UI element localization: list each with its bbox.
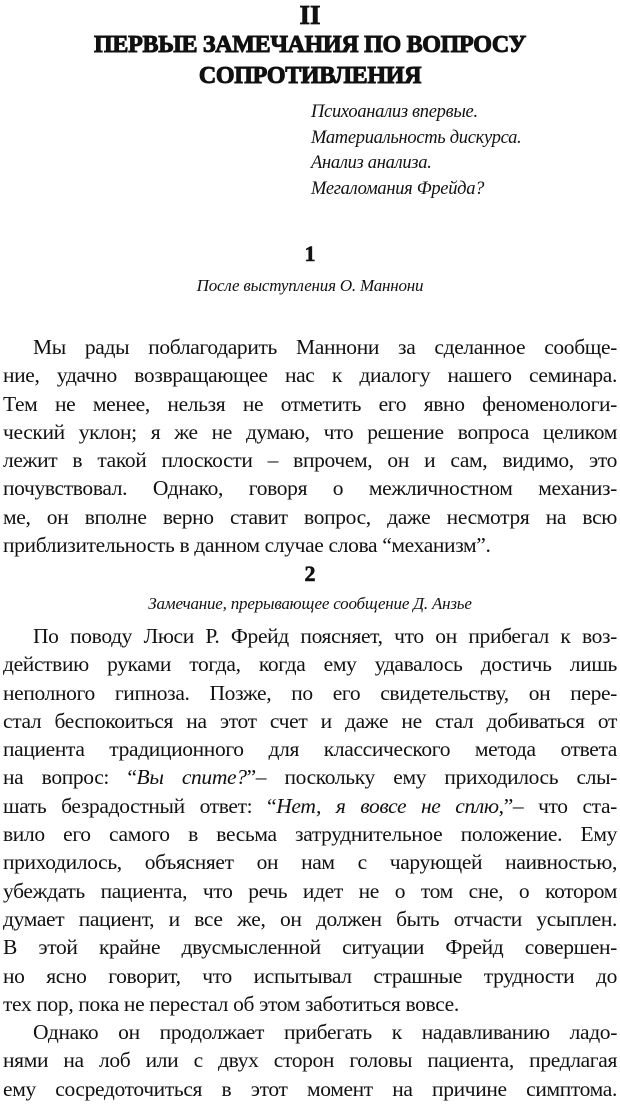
paragraph <box>3 333 617 559</box>
text-line: тех пор, пока не перестал об этом заботиться вовсе. <box>3 991 459 1016</box>
epigraph-line: Психоанализ впервые. <box>311 102 478 122</box>
quote-italic: Вы спите? <box>136 765 247 790</box>
text-line: приблизительность в данном случае слова “механизм”. <box>3 533 491 558</box>
section-number: 1 <box>304 241 316 266</box>
chapter-number: II <box>299 0 321 30</box>
text-line: В этой крайне двусмысленной ситуации Фрейд совершен- <box>3 935 617 960</box>
text-span: на вопрос: “ <box>3 765 137 790</box>
chapter-title-line: СОПРОТИВЛЕНИЯ <box>198 63 422 89</box>
section-subtitle: Замечание, прерывающее сообщение Д. Анзье <box>148 594 472 613</box>
epigraph-line: Материальность дискурса. <box>311 127 522 148</box>
text-line: думает пациент, и все же, он должен быть отчасти усыплен. <box>3 906 617 931</box>
quote-italic: Нет, я вовсе не сплю, <box>276 793 504 818</box>
text-line: Мы рады поблагодарить Маннони за сделанное сообще- <box>33 335 617 359</box>
text-line: Тем не менее, нельзя не отметить его явно феноменологи- <box>3 391 617 416</box>
text-line: ческий уклон; я же не думаю, что решение вопроса целиком <box>3 419 617 444</box>
text-line: убеждать пациента, что речь идет не о том сне, о котором <box>3 878 617 903</box>
text-line: приходилось, объясняет он нам с чарующей наивностью, <box>3 850 617 875</box>
section-number: 2 <box>304 561 316 586</box>
text-line: но ясно говорит, что испытывал страшные трудности до <box>3 963 617 988</box>
text-line: неполного гипноза. Позже, по его свидетельству, он пере- <box>3 680 617 705</box>
text-line: почувствовал. Однако, говоря о межличностном механиз- <box>3 476 617 501</box>
text-line: вило его самого в весьма затруднительное положение. Ему <box>3 822 617 847</box>
text-line: Однако он продолжает прибегать к надавливанию ладо- <box>33 1020 617 1045</box>
text-line: нями на лоб или с двух сторон головы пациента, предлагая <box>3 1048 617 1073</box>
text-line: лежит в такой плоскости – впрочем, он и сам, видимо, это <box>3 448 617 473</box>
text-line: ние, удачно возвращающее нас к диалогу нашего семинара. <box>3 363 617 388</box>
text-line: По поводу Люси Р. Фрейд поясняет, что он прибегал к воз- <box>33 624 617 648</box>
text-span: ”– что ста- <box>503 793 617 818</box>
text-line: стал беспокоиться на этот счет и даже не стал добиваться от <box>3 708 617 733</box>
text-line: пациента традиционного для классического метода ответа <box>3 737 617 762</box>
text-span: шать безрадостный ответ: “ <box>3 793 277 818</box>
section-subtitle: После выступления О. Маннони <box>196 276 424 295</box>
text-line: ме, он вполне верно ставит вопрос, даже несмотря на всю <box>3 504 617 529</box>
text-line: действию руками тогда, когда ему удавалось достичь лишь <box>3 652 617 677</box>
epigraph-line: Анализ анализа. <box>311 153 432 173</box>
text-line <box>3 763 617 791</box>
epigraph-line: Мегаломания Фрейда? <box>311 178 485 199</box>
chapter-title-line: ПЕРВЫЕ ЗАМЕЧАНИЯ ПО ВОПРОСУ <box>94 32 526 58</box>
text-line <box>3 792 617 820</box>
text-span: ”– поскольку ему приходилось слы- <box>246 765 617 790</box>
chapter-title <box>0 30 620 92</box>
text-line: ему сосредоточиться в этот момент на причине симптома. <box>3 1076 617 1101</box>
paragraph <box>3 622 617 1103</box>
epigraph <box>311 100 521 202</box>
